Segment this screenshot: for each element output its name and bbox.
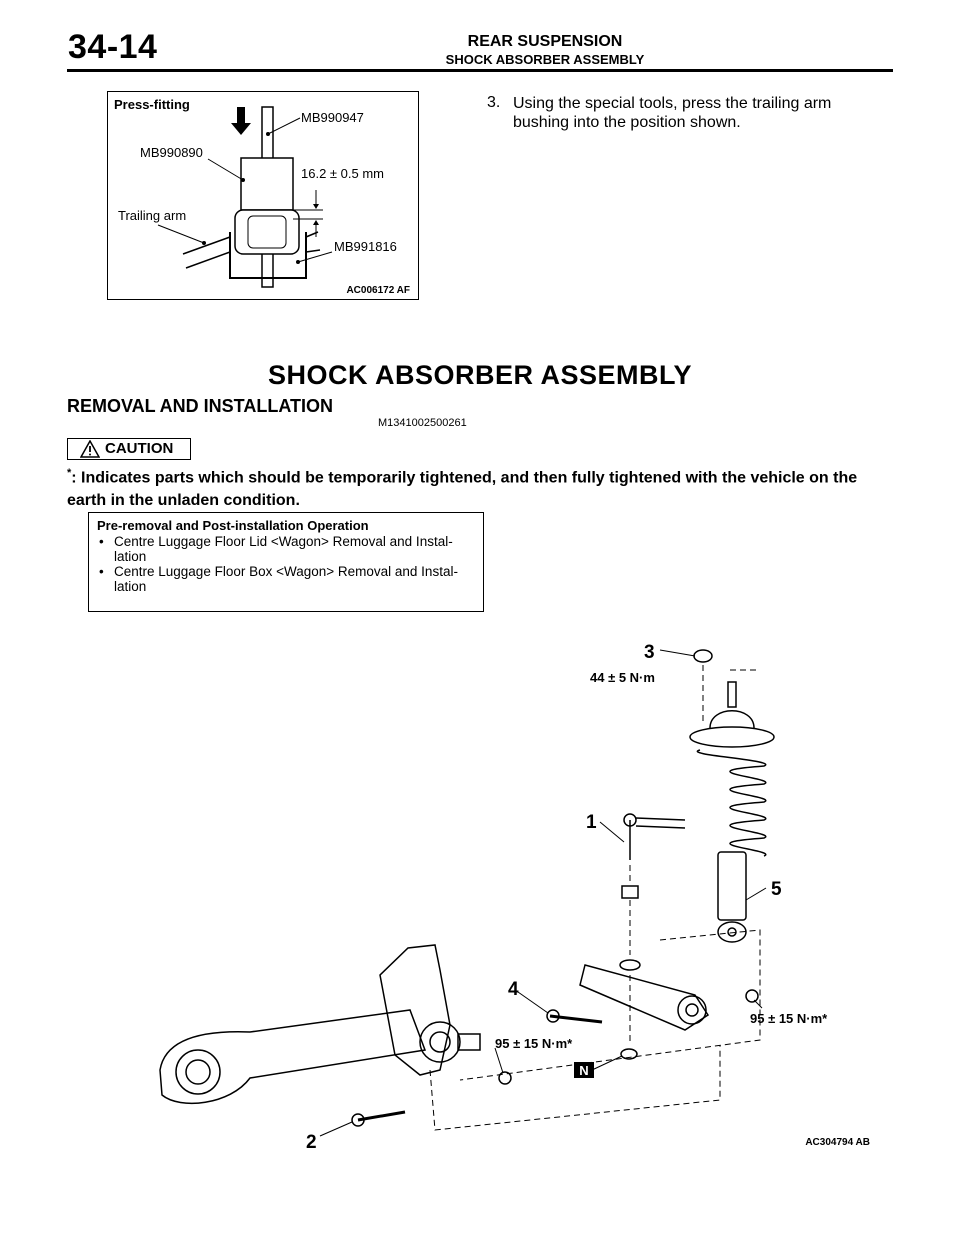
figure1-code: AC006172 AF	[346, 285, 410, 296]
press-fitting-label: Press-fitting	[114, 97, 190, 112]
lower-arm-bushing-inner	[686, 1004, 698, 1016]
n-mark: N	[579, 1063, 589, 1078]
warning-triangle-icon	[80, 440, 100, 458]
nut-3	[694, 650, 712, 662]
leader-3	[660, 650, 695, 656]
stabilizer-bar	[636, 818, 685, 828]
bolt-2	[358, 1112, 405, 1120]
callout-5: 5	[771, 879, 782, 900]
callout-4: 4	[508, 979, 519, 1000]
trailing-arm-label: Trailing arm	[118, 208, 187, 223]
dimension-arrowhead-top	[313, 204, 319, 209]
shock-absorber-illustration	[140, 630, 875, 1160]
torque-right: 95 ± 15 N·m*	[750, 1011, 828, 1026]
press-fitting-illustration	[108, 92, 418, 299]
leader-n	[592, 1056, 622, 1070]
upper-mount	[710, 711, 754, 728]
spring-seat-upper	[690, 727, 774, 747]
leader-2	[320, 1122, 352, 1136]
section-title: REAR SUSPENSION	[467, 33, 623, 50]
tool-sleeve	[241, 158, 293, 210]
tool-bottom-dot	[296, 260, 300, 264]
document-code: M1341002500261	[378, 417, 467, 429]
tool-bottom-leader	[298, 252, 332, 262]
tool-left-label: MB990890	[140, 145, 203, 160]
dimension-arrowhead-bottom	[313, 220, 319, 225]
tool-left-dot	[241, 178, 245, 182]
caution-label: CAUTION	[105, 440, 174, 457]
caution-text: : Indicates parts which should be temporarily tightened, and then fully tightened with the vehicle on the earth in the unladen condition.	[67, 469, 858, 510]
trailing-arm-leader	[158, 225, 204, 243]
torque-3: 44 ± 5 N·m	[590, 670, 655, 685]
guide-bolt2	[430, 1045, 720, 1130]
section-subtitle: SHOCK ABSORBER ASSEMBLY	[445, 52, 645, 67]
tool-top-dot	[266, 132, 270, 136]
leader-torque-right	[754, 1000, 762, 1008]
tool-top-label: MB990947	[301, 110, 364, 125]
leader-4	[518, 992, 548, 1013]
piston-rod	[728, 682, 736, 707]
bullet-icon: •	[99, 534, 104, 549]
shock-eye-center	[728, 928, 736, 936]
leader-torque-4	[495, 1048, 503, 1073]
tool-left-leader	[208, 159, 243, 180]
hub-flange	[420, 1022, 460, 1062]
caution-note	[67, 462, 893, 512]
operations-title: Pre-removal and Post-installation Operation	[97, 518, 369, 533]
press-arrow-shaft	[237, 107, 245, 125]
leader-5	[746, 888, 766, 900]
trailing-arm-body	[160, 1010, 425, 1103]
trailing-arm-bushing-inner	[186, 1060, 210, 1084]
trailing-arm-right	[306, 232, 320, 252]
callout-1: 1	[586, 812, 597, 833]
lower-arm-bushing	[678, 996, 706, 1024]
callout-3: 3	[644, 642, 655, 663]
press-arrow-head	[231, 123, 251, 135]
operations-list	[97, 535, 477, 595]
list-item: • Centre Luggage Floor Lid <Wagon> Removal and Instal-lation	[99, 534, 453, 564]
shock-absorber-figure	[140, 630, 875, 1160]
header-rule	[67, 69, 893, 72]
link-lower-bushing	[620, 960, 640, 970]
list-item: • Centre Luggage Floor Box <Wagon> Removal and Instal-lation	[99, 564, 458, 594]
torque-4: 95 ± 15 N·m*	[495, 1036, 573, 1051]
trailing-arm-bushing-outer	[176, 1050, 220, 1094]
hub-center	[430, 1032, 450, 1052]
tool-bottom-label: MB991816	[334, 239, 397, 254]
bushing-inner	[248, 216, 286, 248]
callout-2: 2	[306, 1132, 317, 1153]
leader-1	[600, 822, 624, 842]
guide-shock	[460, 930, 760, 1080]
coil-spring	[697, 750, 765, 856]
main-title: SHOCK ABSORBER ASSEMBLY	[267, 360, 693, 390]
bullet-icon: •	[99, 564, 104, 579]
trailing-arm-dot	[202, 241, 206, 245]
trailing-arm-shape	[183, 237, 230, 268]
page-number: 34-14	[68, 28, 158, 66]
figure2-code: AC304794 AB	[805, 1137, 870, 1148]
hub-stub	[458, 1034, 480, 1050]
caution-star: *	[67, 467, 72, 479]
link-bushing	[622, 886, 638, 898]
shock-body	[718, 852, 746, 920]
step-number: 3.	[487, 94, 501, 111]
press-fitting-figure	[107, 91, 419, 300]
dimension-label: 16.2 ± 0.5 mm	[301, 166, 385, 181]
nut-right	[746, 990, 758, 1002]
step-text: Using the special tools, press the trailing arm bushing into the position shown.	[513, 95, 832, 131]
sub-title: REMOVAL AND INSTALLATION	[67, 396, 333, 416]
